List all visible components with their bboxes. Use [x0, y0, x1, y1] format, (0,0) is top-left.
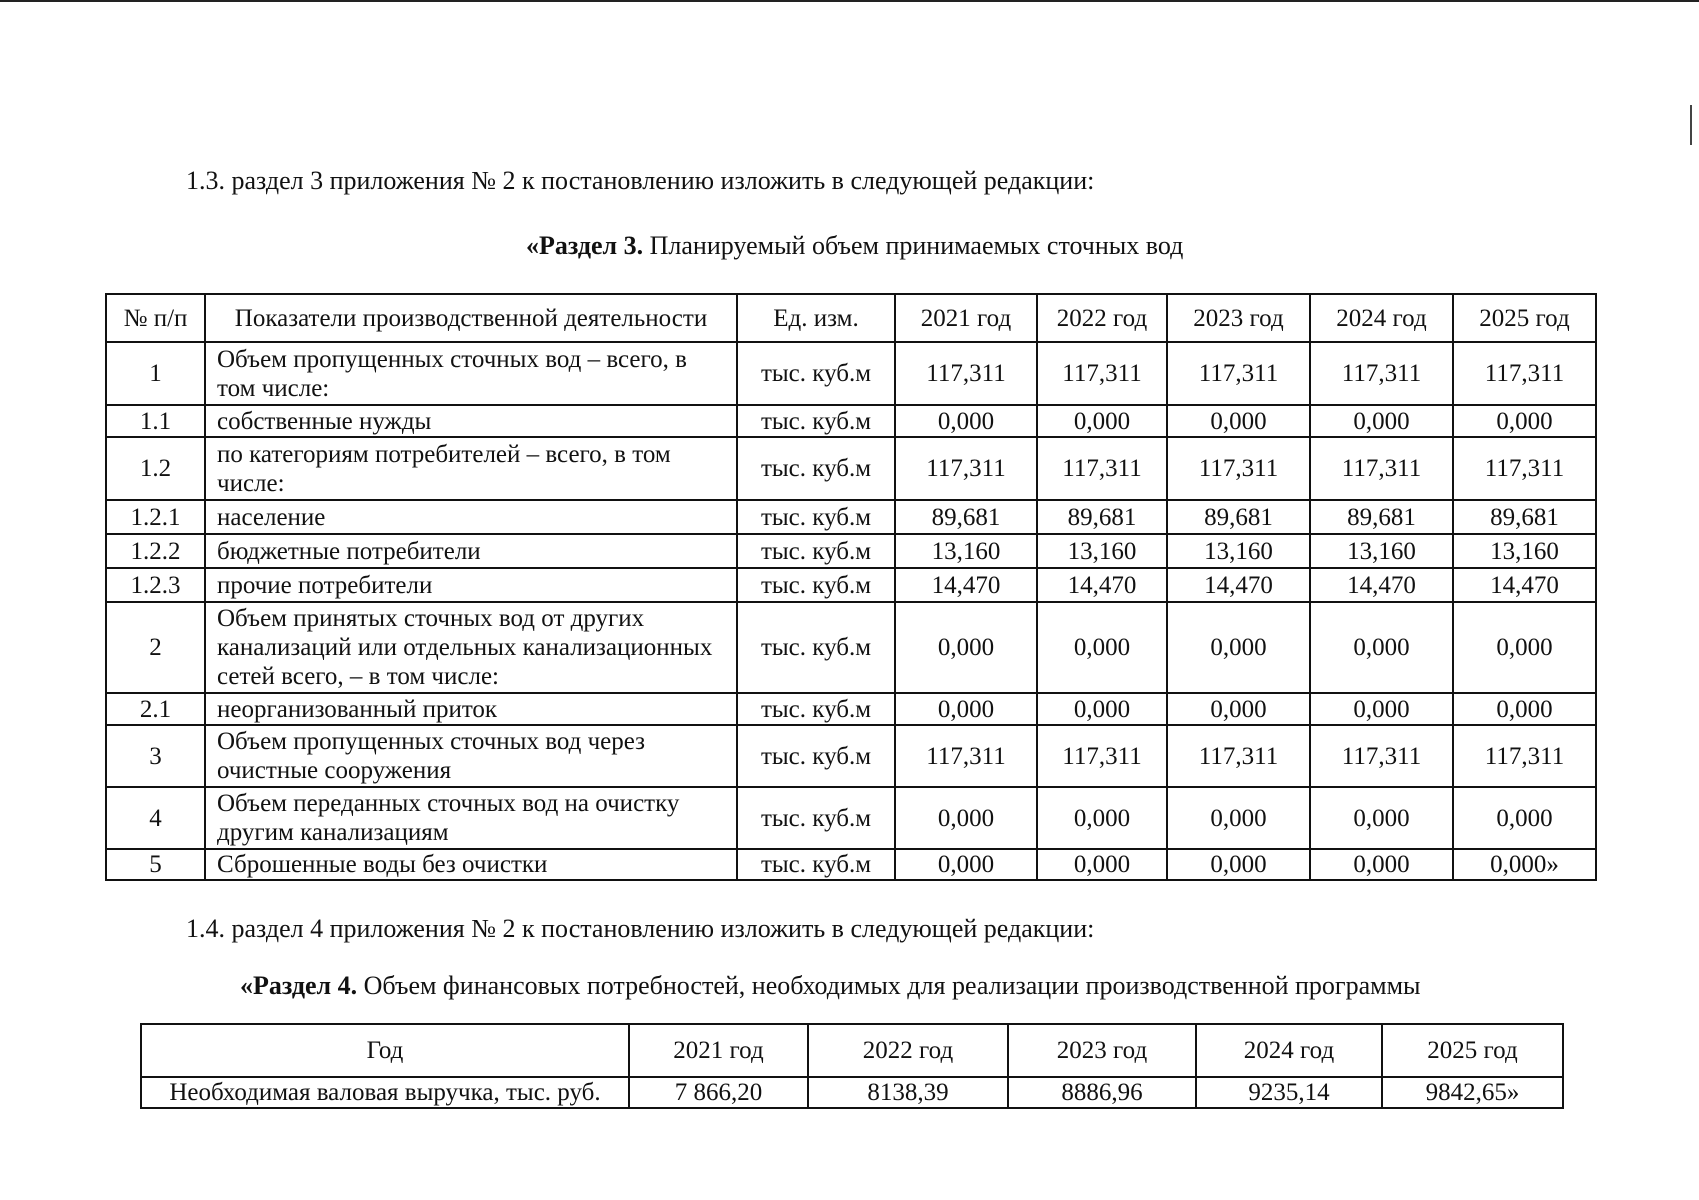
header-unit: Ед. изм.	[737, 294, 895, 342]
row-value-2022: 117,311	[1037, 437, 1167, 500]
paragraph-1-4: 1.4. раздел 4 приложения № 2 к постановлению изложить в следующей редакции:	[186, 914, 1095, 943]
row-value-2021: 0,000	[895, 602, 1037, 693]
row-value-2025: 0,000	[1453, 787, 1596, 849]
table-header-row	[106, 294, 1596, 342]
row-indicator: по категориям потребителей – всего, в том числе:	[205, 437, 737, 500]
row-value-2022: 0,000	[1037, 602, 1167, 693]
row-value-2022: 0,000	[1037, 693, 1167, 725]
row-value-2024: 0,000	[1310, 787, 1453, 849]
paragraph-1-3: 1.3. раздел 3 приложения № 2 к постановлению изложить в следующей редакции:	[186, 166, 1095, 195]
header-2021: 2021 год	[629, 1024, 808, 1077]
row-value-2022: 0,000	[1037, 787, 1167, 849]
row-num: 1.2.1	[106, 500, 205, 534]
row-value-2025: 89,681	[1453, 500, 1596, 534]
row-value-2024: 14,470	[1310, 568, 1453, 602]
row-value-2023: 89,681	[1167, 500, 1310, 534]
header-indicator: Показатели производственной деятельности	[205, 294, 737, 342]
row-indicator: Объем пропущенных сточных вод – всего, в том числе:	[205, 342, 737, 405]
header-num: № п/п	[106, 294, 205, 342]
row-value-2024: 13,160	[1310, 534, 1453, 568]
row-value-2021: 89,681	[895, 500, 1037, 534]
header-2025: 2025 год	[1382, 1024, 1563, 1077]
row-value-2023: 8886,96	[1008, 1077, 1196, 1108]
row-value-2025: 0,000	[1453, 693, 1596, 725]
row-unit: тыс. куб.м	[737, 342, 895, 405]
header-2024: 2024 год	[1196, 1024, 1382, 1077]
row-unit: тыс. куб.м	[737, 787, 895, 849]
row-value-2025: 117,311	[1453, 342, 1596, 405]
row-unit: тыс. куб.м	[737, 405, 895, 437]
row-value-2023: 0,000	[1167, 787, 1310, 849]
row-value-2021: 0,000	[895, 787, 1037, 849]
row-value-2021: 0,000	[895, 693, 1037, 725]
section-3-title-rest: Планируемый объем принимаемых сточных вод	[643, 231, 1184, 260]
row-indicator: Объем переданных сточных вод на очистку другим канализациям	[205, 787, 737, 849]
row-value-2022: 13,160	[1037, 534, 1167, 568]
row-unit: тыс. куб.м	[737, 534, 895, 568]
row-value-2025: 117,311	[1453, 437, 1596, 500]
row-unit: тыс. куб.м	[737, 693, 895, 725]
table-row	[106, 534, 1596, 568]
row-value-2023: 0,000	[1167, 693, 1310, 725]
row-value-2025: 0,000	[1453, 602, 1596, 693]
section-3-title-bold: «Раздел 3.	[526, 231, 644, 260]
row-value-2024: 0,000	[1310, 693, 1453, 725]
row-indicator: собственные нужды	[205, 405, 737, 437]
row-value-2021: 14,470	[895, 568, 1037, 602]
row-indicator: Объем принятых сточных вод от других канализаций или отдельных канализационных сетей всего, – в том числе:	[205, 602, 737, 693]
header-2022: 2022 год	[1037, 294, 1167, 342]
section-4-title-rest: Объем финансовых потребностей, необходимых для реализации производственной программы	[357, 971, 1421, 1000]
row-value-2025: 14,470	[1453, 568, 1596, 602]
top-border-line	[0, 0, 1699, 2]
row-value-2024: 9235,14	[1196, 1077, 1382, 1108]
row-value-2024: 117,311	[1310, 725, 1453, 787]
row-value-2022: 0,000	[1037, 849, 1167, 880]
row-value-2024: 89,681	[1310, 500, 1453, 534]
section-3-table	[105, 293, 1597, 881]
table-row	[106, 725, 1596, 787]
row-value-2024: 117,311	[1310, 342, 1453, 405]
row-unit: тыс. куб.м	[737, 568, 895, 602]
table-row	[141, 1077, 1563, 1108]
table-header-row	[141, 1024, 1563, 1077]
row-value-2025: 117,311	[1453, 725, 1596, 787]
row-unit: тыс. куб.м	[737, 500, 895, 534]
scan-edge-mark	[1690, 105, 1692, 145]
row-value-2021: 13,160	[895, 534, 1037, 568]
section-4-title-bold: «Раздел 4.	[240, 971, 358, 1000]
header-year: Год	[141, 1024, 629, 1077]
row-value-2021: 117,311	[895, 437, 1037, 500]
header-2024: 2024 год	[1310, 294, 1453, 342]
row-value-2023: 0,000	[1167, 405, 1310, 437]
table-row	[106, 787, 1596, 849]
row-value-2021: 0,000	[895, 849, 1037, 880]
row-value-2023: 0,000	[1167, 849, 1310, 880]
row-indicator: прочие потребители	[205, 568, 737, 602]
row-num: 3	[106, 725, 205, 787]
section-3-title	[526, 230, 1183, 262]
row-value-2021: 0,000	[895, 405, 1037, 437]
row-value-2024: 117,311	[1310, 437, 1453, 500]
row-value-2023: 117,311	[1167, 437, 1310, 500]
section-4-table	[140, 1023, 1564, 1109]
row-num: 1	[106, 342, 205, 405]
row-indicator: Объем пропущенных сточных вод через очистные сооружения	[205, 725, 737, 787]
header-2023: 2023 год	[1008, 1024, 1196, 1077]
row-num: 1.2	[106, 437, 205, 500]
row-unit: тыс. куб.м	[737, 437, 895, 500]
row-value-2024: 0,000	[1310, 849, 1453, 880]
row-indicator: Сброшенные воды без очистки	[205, 849, 737, 880]
row-value-2025: 0,000»	[1453, 849, 1596, 880]
row-value-2022: 0,000	[1037, 405, 1167, 437]
table-row	[106, 500, 1596, 534]
row-value-2024: 0,000	[1310, 602, 1453, 693]
row-value-2021: 7 866,20	[629, 1077, 808, 1108]
table-row	[106, 342, 1596, 405]
table-row	[106, 568, 1596, 602]
header-2025: 2025 год	[1453, 294, 1596, 342]
row-num: 5	[106, 849, 205, 880]
row-unit: тыс. куб.м	[737, 602, 895, 693]
row-num: 4	[106, 787, 205, 849]
table-row	[106, 693, 1596, 725]
row-value-2025: 9842,65»	[1382, 1077, 1563, 1108]
row-indicator: население	[205, 500, 737, 534]
row-value-2023: 0,000	[1167, 602, 1310, 693]
row-value-2024: 0,000	[1310, 405, 1453, 437]
row-value-2022: 14,470	[1037, 568, 1167, 602]
row-value-2021: 117,311	[895, 725, 1037, 787]
row-num: 2.1	[106, 693, 205, 725]
row-value-2022: 8138,39	[808, 1077, 1008, 1108]
row-unit: тыс. куб.м	[737, 849, 895, 880]
row-value-2023: 117,311	[1167, 725, 1310, 787]
row-value-2023: 117,311	[1167, 342, 1310, 405]
header-2022: 2022 год	[808, 1024, 1008, 1077]
section-4-title	[240, 970, 1421, 1002]
row-label: Необходимая валовая выручка, тыс. руб.	[141, 1077, 629, 1108]
row-num: 1.2.3	[106, 568, 205, 602]
row-num: 1.2.2	[106, 534, 205, 568]
row-indicator: бюджетные потребители	[205, 534, 737, 568]
row-value-2025: 13,160	[1453, 534, 1596, 568]
table-row	[106, 602, 1596, 693]
row-value-2022: 89,681	[1037, 500, 1167, 534]
row-value-2022: 117,311	[1037, 342, 1167, 405]
header-2021: 2021 год	[895, 294, 1037, 342]
header-2023: 2023 год	[1167, 294, 1310, 342]
row-value-2021: 117,311	[895, 342, 1037, 405]
row-value-2025: 0,000	[1453, 405, 1596, 437]
table-row	[106, 849, 1596, 880]
table-row	[106, 437, 1596, 500]
row-value-2023: 13,160	[1167, 534, 1310, 568]
row-num: 1.1	[106, 405, 205, 437]
row-num: 2	[106, 602, 205, 693]
row-value-2023: 14,470	[1167, 568, 1310, 602]
row-indicator: неорганизованный приток	[205, 693, 737, 725]
row-value-2022: 117,311	[1037, 725, 1167, 787]
row-unit: тыс. куб.м	[737, 725, 895, 787]
table-row	[106, 405, 1596, 437]
